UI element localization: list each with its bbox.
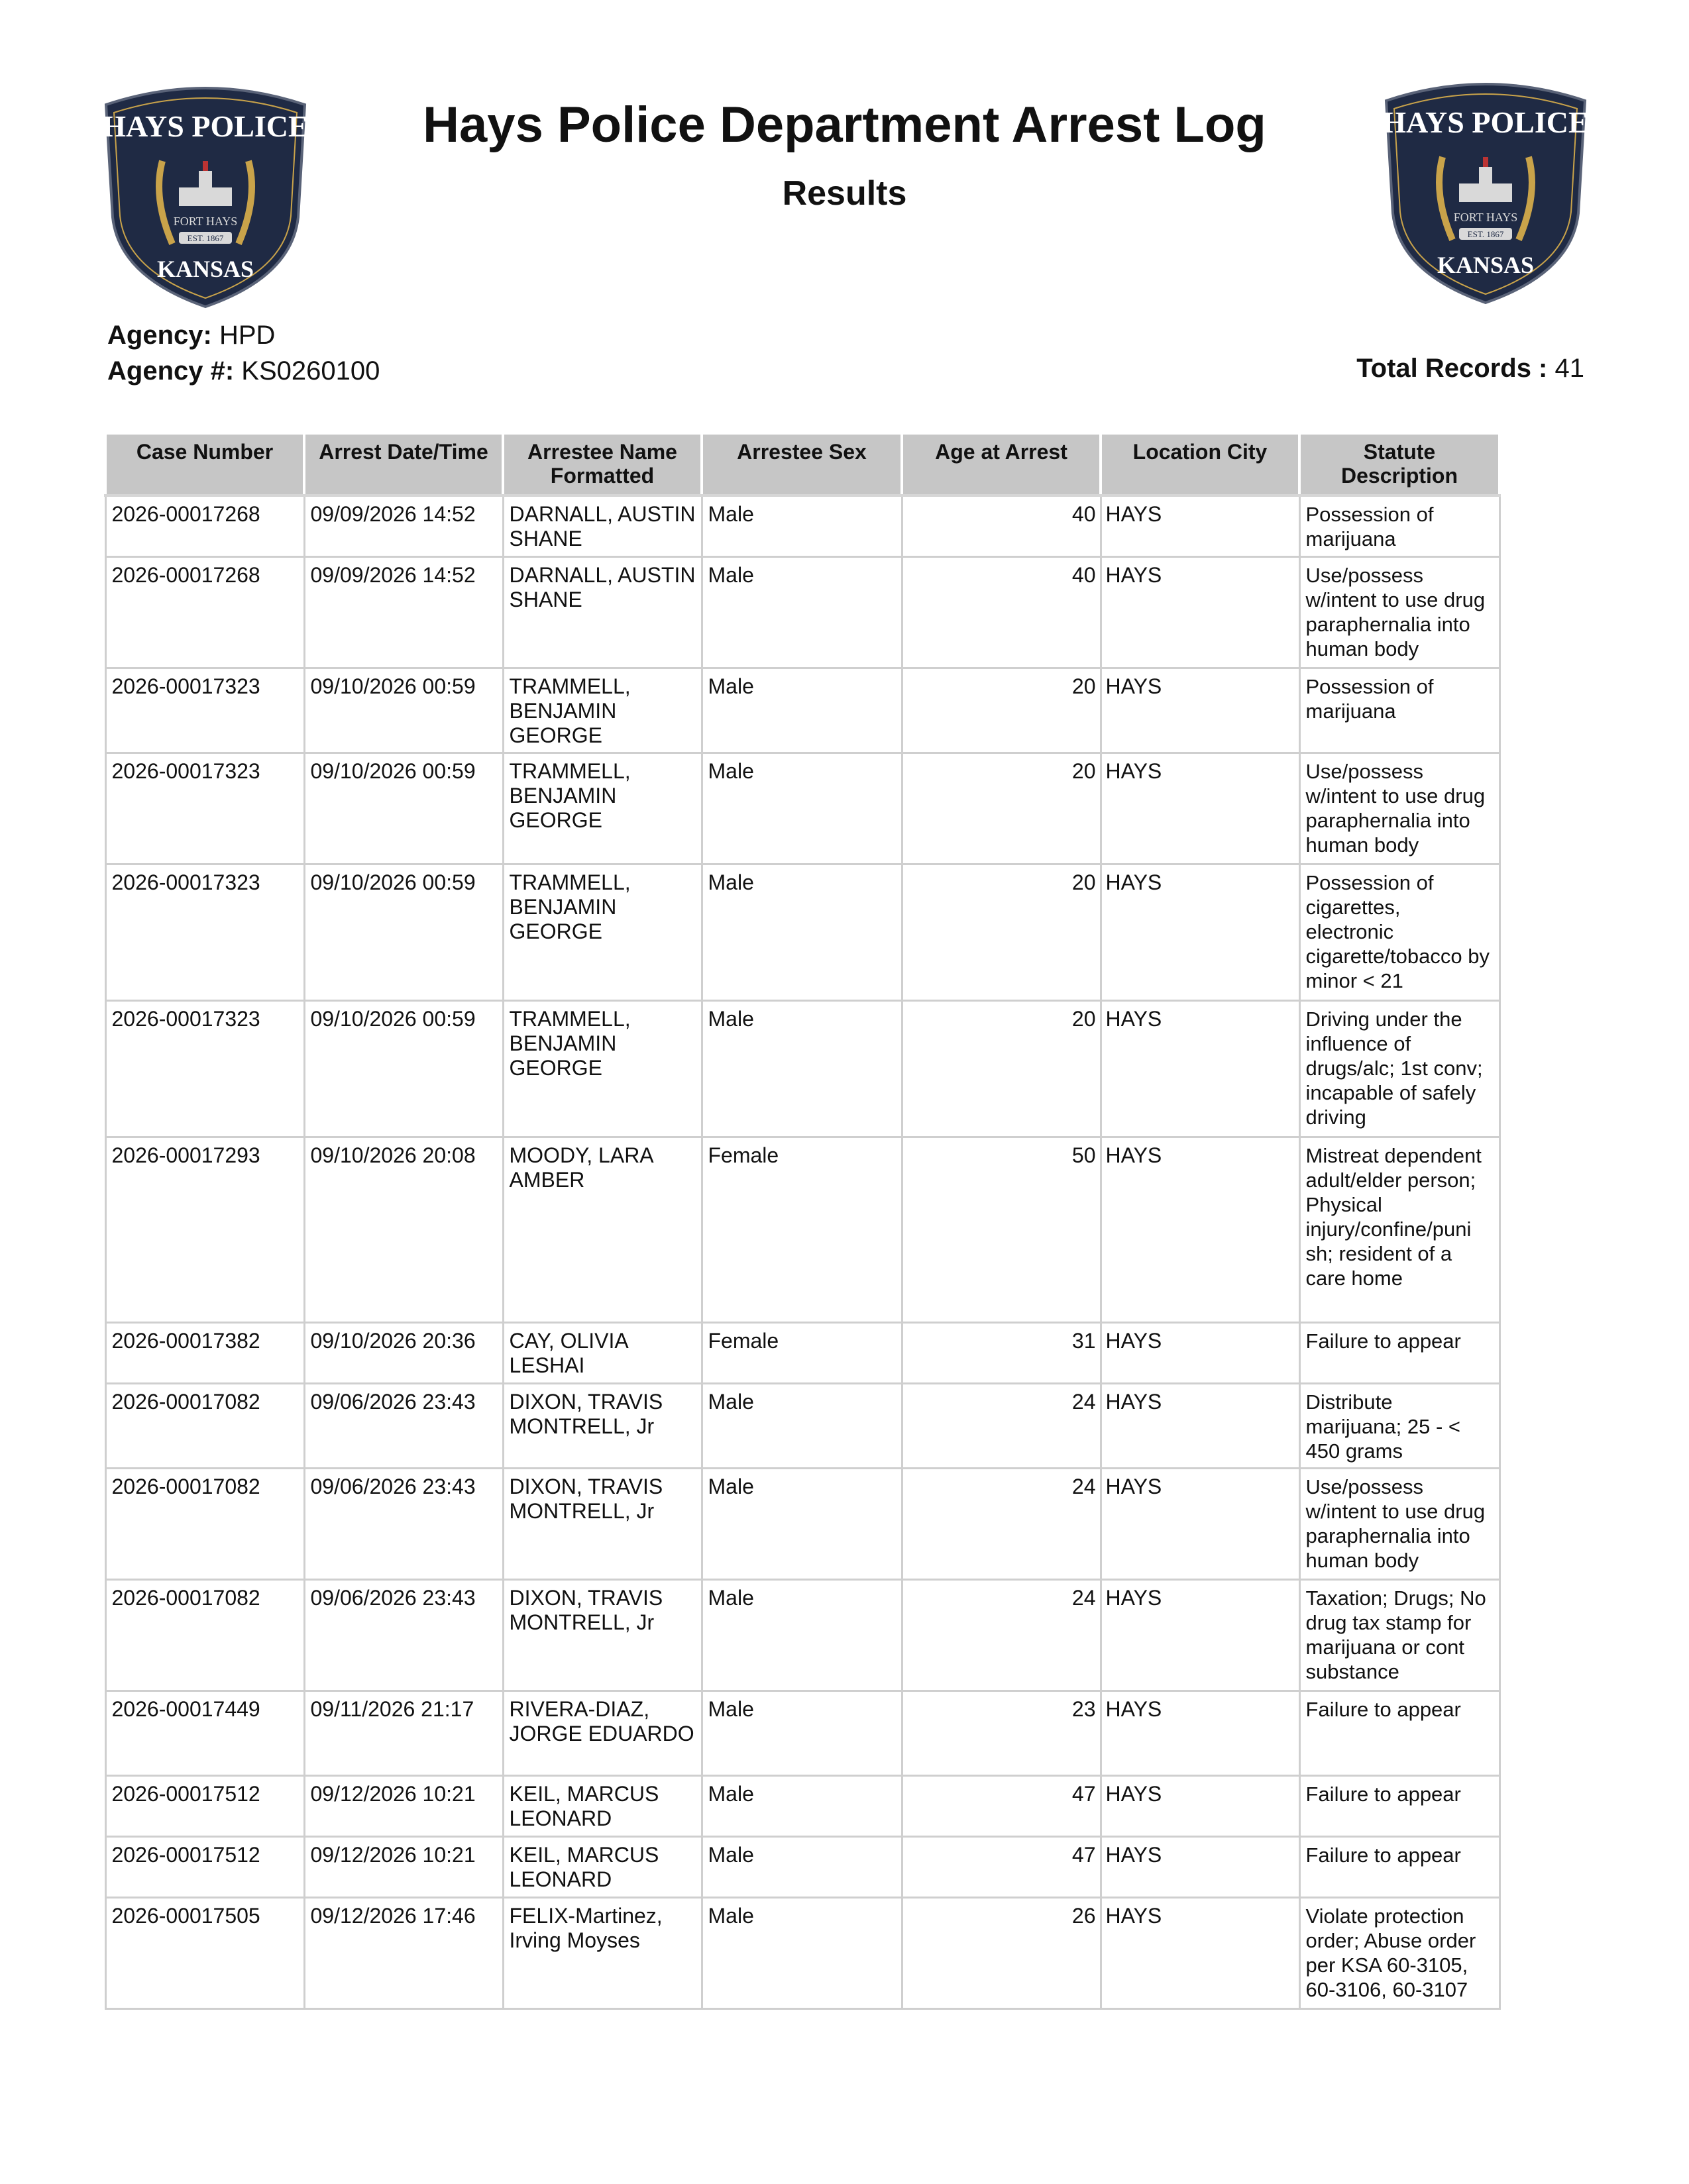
total-records-label: Total Records : [1356,354,1548,383]
arrestee-name-cell: RIVERA-DIAZ, JORGE EDUARDO [503,1690,702,1775]
arrestee-name-cell: TRAMMELL, BENJAMIN GEORGE [503,1000,702,1137]
age-at-arrest-cell: 20 [902,1000,1101,1137]
arrestee-sex-cell: Male [702,1383,902,1468]
age-at-arrest-cell: 23 [902,1690,1101,1775]
table-row [105,1579,1499,1690]
statute-description-cell: Failure to appear [1299,1836,1499,1897]
arrestee-sex-cell: Male [702,668,902,753]
location-city-cell: HAYS [1101,495,1299,556]
age-at-arrest-cell: 31 [902,1322,1101,1383]
case-number-cell: 2026-00017323 [105,864,304,1000]
column-header: Location City [1101,433,1299,495]
location-city-cell: HAYS [1101,1775,1299,1836]
arrestee-name-cell: DIXON, TRAVIS MONTRELL, Jr [503,1468,702,1579]
arrestee-sex-cell: Male [702,864,902,1000]
location-city-cell: HAYS [1101,753,1299,864]
table-body [105,495,1499,2008]
arrestee-name-cell: FELIX-Martinez, Irving Moyses [503,1897,702,2008]
arrest-log-table [104,432,1501,2010]
table-row [105,556,1499,668]
arrestee-name-cell: MOODY, LARA AMBER [503,1137,702,1322]
column-header: Statute Description [1299,433,1499,495]
arrest-datetime-cell: 09/06/2026 23:43 [304,1579,503,1690]
age-at-arrest-cell: 24 [902,1468,1101,1579]
arrest-datetime-cell: 09/11/2026 21:17 [304,1690,503,1775]
age-at-arrest-cell: 24 [902,1383,1101,1468]
arrest-datetime-cell: 09/10/2026 00:59 [304,864,503,1000]
arrestee-name-cell: KEIL, MARCUS LEONARD [503,1775,702,1836]
arrest-datetime-cell: 09/12/2026 10:21 [304,1836,503,1897]
page-title: Hays Police Department Arrest Log [423,97,1266,153]
table-row [105,864,1499,1000]
statute-description-cell: Failure to appear [1299,1690,1499,1775]
arrest-datetime-cell: 09/06/2026 23:43 [304,1468,503,1579]
location-city-cell: HAYS [1101,668,1299,753]
column-header: Arrest Date/Time [304,433,503,495]
arrest-datetime-cell: 09/10/2026 20:08 [304,1137,503,1322]
arrestee-name-cell: DARNALL, AUSTIN SHANE [503,495,702,556]
arrestee-name-cell: TRAMMELL, BENJAMIN GEORGE [503,753,702,864]
arrestee-sex-cell: Male [702,1690,902,1775]
case-number-cell: 2026-00017323 [105,668,304,753]
table-row [105,1690,1499,1775]
case-number-cell: 2026-00017293 [105,1137,304,1322]
agency-label: Agency: [107,321,212,350]
statute-description-cell: Failure to appear [1299,1775,1499,1836]
statute-description-cell: Possession of marijuana [1299,668,1499,753]
badge-bottom-text: KANSAS [156,256,254,282]
statute-description-cell: Use/possess w/intent to use drug paraphernalia into human body [1299,556,1499,668]
statute-description-cell: Use/possess w/intent to use drug paraphernalia into human body [1299,753,1499,864]
agency-number-value: KS0260100 [241,356,380,386]
table-row [105,495,1499,556]
arrest-datetime-cell: 09/09/2026 14:52 [304,495,503,556]
badge-est-text: EST. 1867 [1467,229,1504,239]
case-number-cell: 2026-00017512 [105,1775,304,1836]
location-city-cell: HAYS [1101,556,1299,668]
column-header: Age at Arrest [902,433,1101,495]
statute-description-cell: Distribute marijuana; 25 - < 450 grams [1299,1383,1499,1468]
location-city-cell: HAYS [1101,1322,1299,1383]
age-at-arrest-cell: 24 [902,1579,1101,1690]
table-row [105,1383,1499,1468]
arrestee-sex-cell: Male [702,753,902,864]
arrest-datetime-cell: 09/10/2026 00:59 [304,1000,503,1137]
age-at-arrest-cell: 20 [902,668,1101,753]
arrestee-name-cell: DARNALL, AUSTIN SHANE [503,556,702,668]
table-row [105,1836,1499,1897]
arrestee-sex-cell: Male [702,1775,902,1836]
statute-description-cell: Driving under the influence of drugs/alc; 1st conv; incapable of safely driving [1299,1000,1499,1137]
page-subtitle: Results [782,174,907,213]
arrest-datetime-cell: 09/06/2026 23:43 [304,1383,503,1468]
arrestee-name-cell: DIXON, TRAVIS MONTRELL, Jr [503,1383,702,1468]
location-city-cell: HAYS [1101,1383,1299,1468]
statute-description-cell: Failure to appear [1299,1322,1499,1383]
badge-top-text: HAYS POLICE [1382,105,1589,139]
table-row [105,753,1499,864]
age-at-arrest-cell: 50 [902,1137,1101,1322]
arrestee-name-cell: DIXON, TRAVIS MONTRELL, Jr [503,1579,702,1690]
case-number-cell: 2026-00017505 [105,1897,304,2008]
location-city-cell: HAYS [1101,1836,1299,1897]
location-city-cell: HAYS [1101,1690,1299,1775]
statute-description-cell: Possession of cigarettes, electronic cigarette/tobacco by minor < 21 [1299,864,1499,1000]
arrestee-sex-cell: Female [702,1322,902,1383]
arrest-datetime-cell: 09/10/2026 00:59 [304,668,503,753]
arrest-datetime-cell: 09/09/2026 14:52 [304,556,503,668]
age-at-arrest-cell: 20 [902,753,1101,864]
case-number-cell: 2026-00017268 [105,556,304,668]
location-city-cell: HAYS [1101,1000,1299,1137]
case-number-cell: 2026-00017082 [105,1468,304,1579]
location-city-cell: HAYS [1101,1579,1299,1690]
arrestee-name-cell: TRAMMELL, BENJAMIN GEORGE [503,864,702,1000]
table-row [105,1000,1499,1137]
location-city-cell: HAYS [1101,1897,1299,2008]
arrestee-name-cell: TRAMMELL, BENJAMIN GEORGE [503,668,702,753]
arrestee-sex-cell: Male [702,1468,902,1579]
arrestee-sex-cell: Female [702,1137,902,1322]
case-number-cell: 2026-00017268 [105,495,304,556]
agency-value: HPD [219,321,276,350]
statute-description-cell: Mistreat dependent adult/elder person; Physical injury/confine/puni sh; resident of a care home [1299,1137,1499,1322]
age-at-arrest-cell: 47 [902,1836,1101,1897]
arrestee-sex-cell: Male [702,1836,902,1897]
arrest-datetime-cell: 09/10/2026 20:36 [304,1322,503,1383]
column-header: Arrestee Name Formatted [503,433,702,495]
agency-line [107,321,275,350]
age-at-arrest-cell: 20 [902,864,1101,1000]
case-number-cell: 2026-00017512 [105,1836,304,1897]
arrest-datetime-cell: 09/12/2026 10:21 [304,1775,503,1836]
agency-number-line [107,356,380,386]
age-at-arrest-cell: 40 [902,495,1101,556]
table-header-row [105,433,1499,495]
case-number-cell: 2026-00017323 [105,753,304,864]
arrestee-sex-cell: Male [702,1579,902,1690]
statute-description-cell: Taxation; Drugs; No drug tax stamp for marijuana or cont substance [1299,1579,1499,1690]
badge-inner-text: FORT HAYS [1453,211,1518,224]
location-city-cell: HAYS [1101,1468,1299,1579]
age-at-arrest-cell: 47 [902,1775,1101,1836]
arrestee-name-cell: CAY, OLIVIA LESHAI [503,1322,702,1383]
statute-description-cell: Violate protection order; Abuse order per KSA 60-3105, 60-3106, 60-3107 [1299,1897,1499,2008]
arrestee-name-cell: KEIL, MARCUS LEONARD [503,1836,702,1897]
case-number-cell: 2026-00017449 [105,1690,304,1775]
total-records-value: 41 [1554,354,1584,383]
arrestee-sex-cell: Male [702,1000,902,1137]
case-number-cell: 2026-00017082 [105,1383,304,1468]
case-number-cell: 2026-00017323 [105,1000,304,1137]
table-row [105,1468,1499,1579]
case-number-cell: 2026-00017082 [105,1579,304,1690]
arrestee-sex-cell: Male [702,556,902,668]
agency-number-label: Agency #: [107,356,235,386]
table-row [105,1137,1499,1322]
arrestee-sex-cell: Male [702,1897,902,2008]
table-row [105,1897,1499,2008]
column-header: Arrestee Sex [702,433,902,495]
badge-est-text: EST. 1867 [187,233,224,243]
badge-inner-text: FORT HAYS [173,215,238,228]
location-city-cell: HAYS [1101,864,1299,1000]
age-at-arrest-cell: 26 [902,1897,1101,2008]
badge-bottom-text: KANSAS [1437,252,1535,278]
table-row [105,668,1499,753]
table-row [105,1775,1499,1836]
age-at-arrest-cell: 40 [902,556,1101,668]
badge-top-text: HAYS POLICE [102,109,309,143]
table-row [105,1322,1499,1383]
arrest-datetime-cell: 09/12/2026 17:46 [304,1897,503,2008]
statute-description-cell: Possession of marijuana [1299,495,1499,556]
arrestee-sex-cell: Male [702,495,902,556]
location-city-cell: HAYS [1101,1137,1299,1322]
total-records [1356,354,1584,384]
column-header: Case Number [105,433,304,495]
case-number-cell: 2026-00017382 [105,1322,304,1383]
statute-description-cell: Use/possess w/intent to use drug paraphernalia into human body [1299,1468,1499,1579]
arrest-datetime-cell: 09/10/2026 00:59 [304,753,503,864]
